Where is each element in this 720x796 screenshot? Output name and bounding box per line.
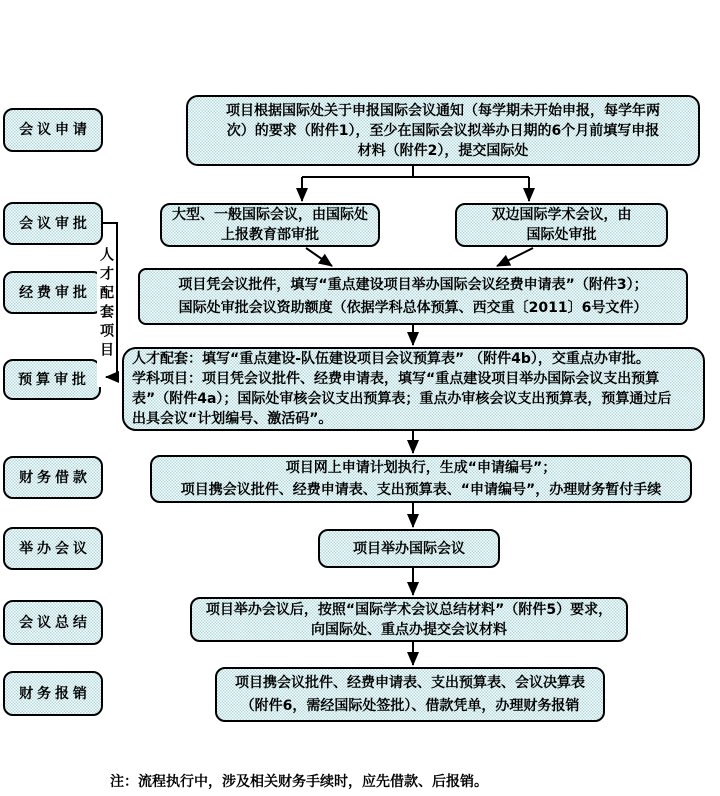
text-line: 双边国际学术会议，由 bbox=[491, 207, 632, 223]
sidebar-label: 会议审批 bbox=[19, 215, 91, 232]
sidebar-box-fund-approve bbox=[3, 271, 103, 314]
sidebar-label: 预算审批 bbox=[18, 371, 90, 388]
flow-box-reimburse bbox=[215, 667, 605, 722]
text-line: 项目网上申请计划执行，生成“申请编号”； bbox=[285, 460, 557, 476]
text-line: 向国际处、重点办提交会议材料 bbox=[311, 621, 507, 638]
text-line: 大型、一般国际会议，由国际处 bbox=[172, 207, 368, 223]
sidebar-label: 财务借款 bbox=[19, 469, 91, 486]
sidebar-box-finance-reimburse bbox=[3, 671, 103, 716]
sidebar-box-meeting-apply bbox=[3, 108, 103, 152]
flow-box-budget bbox=[122, 347, 705, 431]
arrow-bilateral-to-funding bbox=[497, 248, 533, 266]
text-line: 人才配套：填写“重点建设-队伍建设项目会议预算表” （附件4b），交重点办审批。 bbox=[132, 351, 650, 367]
text-line: 国际处审批 bbox=[526, 227, 597, 243]
text-line: 材料（附件2），提交国际处 bbox=[357, 142, 529, 159]
text-line: 学科项目：项目凭会议批件、经费申请表，填写“重点建设项目举办国际会议支出预算 bbox=[132, 371, 660, 387]
text-line: 项目凭会议批件，填写“重点建设项目举办国际会议经费申请表”（附件3）； bbox=[178, 276, 648, 293]
sidebar-box-meeting-approve bbox=[3, 202, 103, 245]
text-line: 表”（附件4a）；国际处审核会议支出预算表；重点办审核会议支出预算表，预算通过后 bbox=[132, 391, 672, 407]
sidebar-label: 会议总结 bbox=[19, 614, 91, 631]
sidebar-label: 举办会议 bbox=[19, 540, 91, 557]
text-line: 项目举办会议后，按照“国际学术会议总结材料”（附件5）要求， bbox=[205, 601, 613, 618]
flow-box-summary bbox=[190, 597, 628, 642]
text-line: 项目携会议批件、经费申请表、支出预算表、会议决算表 bbox=[235, 674, 585, 691]
sidebar-box-hold-meeting bbox=[3, 527, 103, 570]
flow-box-approval-large bbox=[160, 203, 380, 247]
note-text: 注：流程执行中，涉及相关财务手续时，应先借款、后报销。 bbox=[110, 774, 488, 790]
text-line: 项目根据国际处关于申报国际会议通知（每学期未开始申报，每学年两 bbox=[226, 102, 660, 119]
flow-box-notice bbox=[186, 95, 700, 166]
text-line: 上报教育部审批 bbox=[221, 227, 319, 243]
arrow-large-to-funding bbox=[306, 248, 332, 266]
flow-box-approval-bilateral bbox=[455, 203, 668, 247]
text-line: 次）的要求（附件1），至少在国际会议拟举办日期的6个月前填写申报 bbox=[226, 122, 660, 139]
sidebar-label: 经费审批 bbox=[19, 284, 91, 301]
sidebar-box-finance-borrow bbox=[3, 456, 103, 499]
sidebar-label: 财务报销 bbox=[19, 685, 91, 702]
sidebar-box-budget-approve bbox=[3, 359, 101, 400]
flow-box-hold-meeting bbox=[318, 529, 500, 568]
text-line: （附件6，需经国际处签批）、借款凭单，办理财务报销 bbox=[240, 697, 580, 714]
text-line: 项目举办国际会议 bbox=[353, 540, 465, 557]
text-line: 国际处审批会议资助额度（依据学科总体预算、西交重〔2011〕6号文件） bbox=[178, 299, 648, 316]
flow-box-execution bbox=[150, 455, 692, 503]
sidebar-label: 会议申请 bbox=[19, 122, 91, 138]
sidebar-box-meeting-summary bbox=[3, 600, 103, 645]
text-line: 项目携会议批件、经费申请表、支出预算表、“申请编号”，办理财务暂付手续 bbox=[180, 482, 662, 498]
flow-box-funding bbox=[138, 268, 688, 325]
connector-label: 人才配套项目 bbox=[97, 247, 115, 387]
text-line: 出具会议“计划编号、激活码”。 bbox=[132, 411, 333, 427]
